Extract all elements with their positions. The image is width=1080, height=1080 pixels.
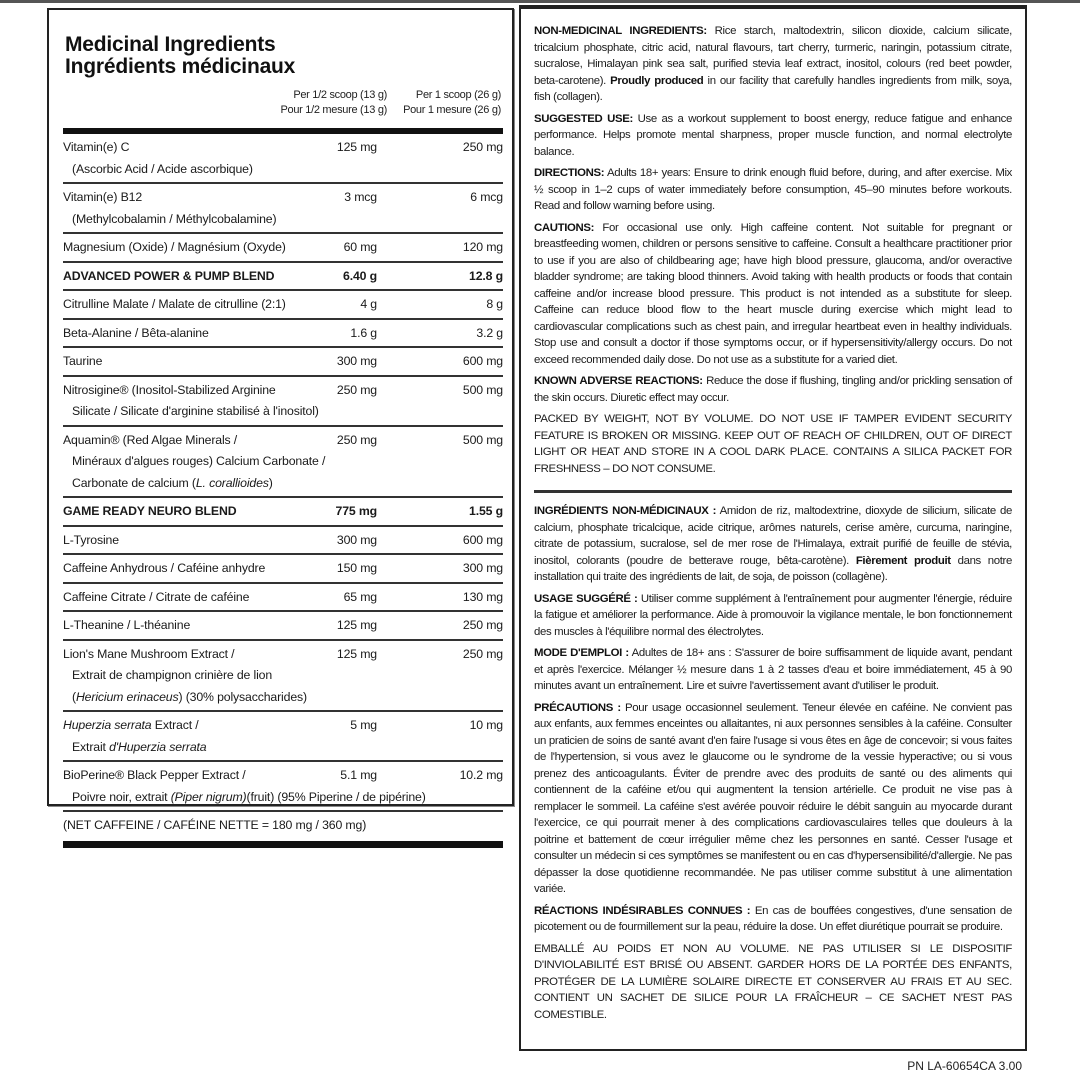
english-text bbox=[534, 23, 1012, 482]
ingredient-detail bbox=[63, 687, 503, 709]
amount-half-scoop: 4 g bbox=[360, 297, 377, 311]
paragraph-text: Pour usage occasionnel seulement. Teneur élevée en caféine. Ne convient pas aux enfants, aux femmes enceintes ou allaitantes, ni aux personnes sensibles à la caféine. Consulter un praticien de soins de santé avant d'en faire l'usage si vous êtes en âge de concevoir; si vous faites de l'hypertension, si vous avez le glaucome ou le syndrome de la vessie hyperactive; ou si vous prenez des anticoagulants. Éviter de prendre avec des produits de santé ou des aliments qui contiennent de la caféine et/ou qui augmentent la tension artérielle. Ce produit ne vise pas à remplacer le sommeil. La caféine s'est avérée pouvoir réduire le débit sanguin au myocarde durant l'exercice, ce qui pourrait mener à des complications cardiovasculaires telles que douleurs à la poitrine et battement de cœur irrégulier même chez les personnes en santé. Cesser l'usage et consulter un médecin si ces symptômes se manifestent ou en cas d'hypersensibilité/d'allergie. Ne pas dépasser la dose quotidienne recommandée. Ne pas utiliser comme substitut à une alimentation variée. bbox=[534, 701, 1012, 895]
text-segment: Aquamin® (Red Algae Minerals / bbox=[63, 432, 238, 447]
amount-full-scoop: 10 mg bbox=[469, 718, 503, 732]
paragraph-heading: USAGE SUGGÉRÉ : bbox=[534, 592, 638, 605]
ingredient-name bbox=[63, 380, 503, 402]
amount-half-scoop: 60 mg bbox=[343, 240, 377, 254]
text-segment: (fruit) (95% Piperine / de pipérine) bbox=[246, 789, 426, 804]
amount-half-scoop: 5 mg bbox=[350, 718, 377, 732]
paragraph-heading: SUGGESTED USE: bbox=[534, 112, 633, 125]
paragraph-heading: Fièrement produit bbox=[855, 554, 951, 567]
text-segment: L-Tyrosine bbox=[63, 532, 119, 547]
amount-full-scoop: 300 mg bbox=[462, 561, 503, 575]
paragraph-text: PACKED BY WEIGHT, NOT BY VOLUME. DO NOT USE IF TAMPER EVIDENT SECURITY FEATURE IS BROKEN OR MISSING. KEEP OUT OF REACH OF CHILDREN, OUT OF DIRECT LIGHT OR HEAT AND STORE IN A COOL DARK PLACE. CONTAINS A SILICA PACKET FOR FRESHNESS – DO NOT CONSUME. bbox=[534, 413, 1012, 475]
text-segment: (NET CAFFEINE / CAFÉINE NETTE = 180 mg / 360 mg) bbox=[63, 818, 367, 832]
text-segment: d'Huperzia serrata bbox=[109, 739, 207, 754]
label-paragraph bbox=[534, 503, 1012, 586]
paragraph-text: En cas de bouffées congestives, d'une sensation de picotement ou de fourmillement sur la peau, réduire la dose. Un effet diurétique pourrait se produire. bbox=[534, 904, 1012, 933]
paragraph-heading: NON-MEDICINAL INGREDIENTS: bbox=[534, 25, 707, 37]
paragraph-text: Reduce the dose if flushing, tingling and/or prickling sensation of the skin occurs. Diuretic effect may occur. bbox=[534, 375, 1012, 404]
label-paragraph bbox=[534, 373, 1012, 406]
text-segment: Extrait bbox=[72, 739, 110, 754]
text-segment: ) bbox=[268, 475, 273, 490]
text-segment: ) (30% polysaccharides) bbox=[178, 689, 307, 704]
ingredient-row bbox=[63, 320, 503, 349]
text-segment: Lion's Mane Mushroom Extract / bbox=[63, 646, 235, 661]
text-segment: Caffeine Anhydrous / Caféine anhydre bbox=[63, 561, 266, 575]
column-header-full-scoop bbox=[403, 88, 501, 117]
ingredient-row bbox=[63, 584, 503, 613]
language-divider bbox=[534, 490, 1012, 493]
ingredient-name bbox=[63, 715, 503, 737]
ingredient-row bbox=[63, 263, 503, 292]
label-paragraph bbox=[534, 165, 1012, 215]
text-segment: Vitamin(e) C bbox=[63, 140, 130, 154]
amount-half-scoop: 300 mg bbox=[336, 532, 377, 547]
label-paragraph bbox=[534, 903, 1012, 936]
ingredient-row bbox=[63, 234, 503, 263]
paragraph-text: Rice starch, maltodextrin, silicon dioxide, calcium silicate, tricalcium phosphate, citric acid, natural flavours, tart cherry, turmeric, naringin, potassium citrate, sucralose, Himalayan pink sea salt, purified stevia leaf extract, inositol, colours (red beet powder, beta-carotene). bbox=[534, 25, 1012, 87]
ingredient-name bbox=[63, 530, 503, 552]
label-paragraph bbox=[534, 591, 1012, 641]
amount-half-scoop: 1.6 g bbox=[350, 325, 377, 340]
text-segment: Minéraux d'algues rouges) Calcium Carbonate / bbox=[72, 454, 326, 468]
text-segment: L. corallioides bbox=[195, 475, 269, 490]
ingredient-name bbox=[63, 587, 503, 609]
ingredient-row bbox=[63, 555, 503, 584]
ingredient-name bbox=[63, 644, 503, 666]
ingredient-detail bbox=[63, 401, 503, 423]
text-segment: Huperzia serrata bbox=[63, 718, 152, 732]
text-segment: Nitrosigine® (Inositol-Stabilized Arginine bbox=[63, 382, 276, 397]
header-fr: Pour 1 mesure (26 g) bbox=[403, 103, 501, 116]
ingredient-name bbox=[63, 558, 503, 580]
paragraph-heading: MODE D'EMPLOI : bbox=[534, 647, 629, 659]
ingredient-row bbox=[63, 348, 503, 377]
ingredient-row bbox=[63, 498, 503, 527]
paragraph-text: Utiliser comme supplément à l'entraînement pour augmenter l'énergie, réduire la fatigue et améliorer la performance. Aide à promouvoir la vigilance mentale, le bon fonctionnement des muscles à l'équilibre normal des électrolytes. bbox=[534, 592, 1012, 638]
ingredient-name bbox=[63, 501, 503, 523]
label-paragraph bbox=[534, 411, 1012, 477]
label-paragraph bbox=[534, 23, 1012, 106]
ingredient-detail bbox=[63, 737, 503, 759]
paragraph-text: EMBALLÉ AU POIDS ET NON AU VOLUME. NE PAS UTILISER SI LE DISPOSITIF D'INVIOLABILITÉ EST BRISÉ OU ABSENT. GARDER HORS DE LA PORTÉE DES ENFANTS, PROTÉGER DE LA LUMIÈRE SOLAIRE DIRECTE ET CONSERVER AU FRAIS ET AU SEC. CONTIENT UN SACHET DE SILICE POUR LA FRAÎCHEUR – CE SACHET N'EST PAS COMESTIBLE. bbox=[534, 942, 1012, 1021]
text-segment: Extract / bbox=[151, 718, 199, 732]
ingredient-name bbox=[63, 266, 503, 288]
ingredient-detail bbox=[63, 451, 503, 473]
ingredient-row bbox=[63, 762, 503, 812]
text-segment: Carbonate de calcium ( bbox=[72, 475, 196, 490]
ingredient-name bbox=[63, 615, 503, 637]
ingredient-row bbox=[63, 134, 503, 184]
paragraph-text: Adultes de 18+ ans : S'assurer de boire suffisamment de liquide avant, pendant et après l'exercice. Mélanger ½ mesure dans 1 à 2 tasses d'eau et boire immédiatement, 45 à 90 minutes avant un entraînement. Lire et suivre l'avertissement avant d'utiliser le produit. bbox=[534, 647, 1012, 692]
text-segment: Hericium erinaceus bbox=[75, 689, 179, 704]
amount-full-scoop: 250 mg bbox=[462, 646, 503, 661]
paragraph-heading: INGRÉDIENTS NON-MÉDICINAUX : bbox=[534, 505, 717, 517]
french-text bbox=[534, 503, 1012, 1028]
label-paragraph bbox=[534, 645, 1012, 695]
text-segment: Caffeine Citrate / Citrate de caféine bbox=[63, 589, 250, 604]
ingredient-name bbox=[63, 430, 503, 452]
label-text-panel bbox=[519, 5, 1027, 1051]
amount-full-scoop: 3.2 g bbox=[476, 325, 503, 340]
text-segment: (Ascorbic Acid / Acide ascorbique) bbox=[72, 161, 253, 176]
label-paragraph bbox=[534, 220, 1012, 369]
panel-title bbox=[65, 34, 295, 78]
paragraph-text: Adults 18+ years: Ensure to drink enough fluid before, during, and after exercise. Mix ½ scoop in 1–2 cups of water immediately before consumption, 45–90 minutes before workouts. Read and follow warning before using. bbox=[534, 167, 1012, 212]
text-segment: Extrait de champignon crinière de lion bbox=[72, 668, 273, 682]
text-segment: GAME READY NEURO BLEND bbox=[63, 504, 237, 518]
label-paragraph bbox=[534, 700, 1012, 898]
ingredient-name bbox=[63, 815, 503, 837]
paragraph-text: Use as a workout supplement to boost energy, reduce fatigue and enhance performance. Helps promote mental sharpness, proper muscle function, and normal electrolyte balance. bbox=[534, 112, 1012, 158]
amount-full-scoop: 12.8 g bbox=[469, 268, 503, 283]
amount-full-scoop: 600 mg bbox=[462, 532, 503, 547]
amount-half-scoop: 6.40 g bbox=[343, 268, 377, 283]
paragraph-heading: RÉACTIONS INDÉSIRABLES CONNUES : bbox=[534, 904, 751, 917]
text-segment: Poivre noir, extrait bbox=[72, 789, 171, 804]
part-number: PN LA-60654CA 3.00 bbox=[907, 1059, 1022, 1073]
text-segment: Silicate / Silicate d'arginine stabilisé à l'inositol) bbox=[72, 404, 319, 418]
ingredient-row bbox=[63, 712, 503, 762]
text-segment: ADVANCED POWER & PUMP BLEND bbox=[63, 268, 275, 283]
amount-full-scoop: 250 mg bbox=[462, 140, 503, 154]
ingredient-detail bbox=[63, 209, 503, 231]
amount-full-scoop: 500 mg bbox=[462, 432, 503, 447]
paragraph-text: dans notre installation qui traite des ingrédients de lait, de soja, de poisson (collagène). bbox=[534, 554, 1012, 583]
amount-half-scoop: 3 mcg bbox=[344, 190, 377, 204]
paragraph-text: Amidon de riz, maltodextrine, dioxyde de silicium, silicate de calcium, phosphate tricalcique, acide citrique, arômes naturels, cerise amère, curcuma, naringine, citrate de potassium, sucralose, sel de mer rose de l'Himalaya, extrait purifié de feuille de stévia, inositol, colorants (poudre de betterave rouge, bêta-carotène). bbox=[534, 505, 1012, 567]
amount-full-scoop: 120 mg bbox=[462, 240, 503, 254]
ingredient-name bbox=[63, 294, 503, 316]
amount-half-scoop: 250 mg bbox=[336, 432, 377, 447]
text-segment: Magnesium (Oxide) / Magnésium (Oxyde) bbox=[63, 240, 286, 254]
amount-full-scoop: 10.2 mg bbox=[459, 768, 503, 782]
paragraph-heading: Proudly produced bbox=[610, 74, 704, 87]
amount-full-scoop: 250 mg bbox=[462, 618, 503, 632]
paragraph-heading: CAUTIONS: bbox=[534, 221, 595, 234]
amount-half-scoop: 250 mg bbox=[336, 382, 377, 397]
ingredient-name bbox=[63, 237, 503, 259]
ingredient-row bbox=[63, 377, 503, 427]
ingredient-detail bbox=[63, 665, 503, 687]
ingredient-row bbox=[63, 291, 503, 320]
header-en: Per 1/2 scoop (13 g) bbox=[293, 89, 387, 101]
text-segment: L-Theanine / L-théanine bbox=[63, 618, 191, 632]
column-header-half-scoop bbox=[280, 88, 387, 117]
text-segment: (Piper nigrum) bbox=[170, 789, 247, 804]
title-french: Ingrédients médicinaux bbox=[65, 55, 296, 78]
paragraph-text: in our facility that carefully handles ingredients from milk, soya, fish (collagen). bbox=[534, 74, 1012, 103]
amount-half-scoop: 775 mg bbox=[335, 504, 377, 518]
ingredient-name bbox=[63, 323, 503, 345]
ingredient-row bbox=[63, 184, 503, 234]
paragraph-heading: KNOWN ADVERSE REACTIONS: bbox=[534, 375, 703, 387]
amount-full-scoop: 130 mg bbox=[462, 589, 503, 604]
ingredient-detail bbox=[63, 159, 503, 181]
ingredients-table bbox=[63, 128, 503, 848]
text-segment: Taurine bbox=[63, 354, 103, 368]
header-en: Per 1 scoop (26 g) bbox=[415, 89, 501, 101]
text-segment: (Methylcobalamin / Méthylcobalamine) bbox=[72, 211, 277, 226]
medicinal-ingredients-panel bbox=[47, 8, 514, 832]
text-segment: Vitamin(e) B12 bbox=[63, 190, 143, 204]
amount-half-scoop: 125 mg bbox=[336, 140, 377, 154]
amount-full-scoop: 600 mg bbox=[462, 354, 503, 368]
label-paragraph bbox=[534, 111, 1012, 161]
amount-half-scoop: 300 mg bbox=[336, 354, 377, 368]
amount-full-scoop: 6 mcg bbox=[470, 190, 503, 204]
ingredient-row bbox=[63, 641, 503, 713]
ingredient-detail bbox=[63, 473, 503, 495]
amount-full-scoop: 8 g bbox=[486, 297, 503, 311]
amount-half-scoop: 125 mg bbox=[336, 646, 377, 661]
text-segment: Beta-Alanine / Bêta-alanine bbox=[63, 325, 209, 340]
amount-half-scoop: 65 mg bbox=[343, 589, 377, 604]
amount-half-scoop: 150 mg bbox=[336, 561, 377, 575]
text-segment: Citrulline Malate / Malate de citrulline (2:1) bbox=[63, 297, 286, 311]
ingredient-name bbox=[63, 351, 503, 373]
ingredient-row bbox=[63, 612, 503, 641]
ingredient-row bbox=[63, 427, 503, 499]
ingredient-name bbox=[63, 765, 503, 787]
amount-full-scoop: 500 mg bbox=[462, 382, 503, 397]
header-fr: Pour 1/2 mesure (13 g) bbox=[280, 103, 387, 116]
table-bottom-bar bbox=[63, 841, 503, 848]
top-rule bbox=[0, 0, 1080, 3]
ingredient-detail bbox=[63, 787, 503, 809]
amount-half-scoop: 5.1 mg bbox=[340, 768, 377, 782]
ingredient-row bbox=[63, 812, 503, 839]
text-segment: ( bbox=[72, 689, 76, 704]
amount-half-scoop: 125 mg bbox=[336, 618, 377, 632]
ingredient-name bbox=[63, 187, 503, 209]
label-paragraph bbox=[534, 941, 1012, 1024]
text-segment: BioPerine® Black Pepper Extract / bbox=[63, 768, 246, 782]
paragraph-heading: PRÉCAUTIONS : bbox=[534, 701, 621, 714]
paragraph-heading: DIRECTIONS: bbox=[534, 167, 605, 179]
paragraph-text: For occasional use only. High caffeine content. Not suitable for pregnant or breastfeeding women, children or persons sensitive to caffeine. Consult a healthcare practitioner prior to use if you are also of childbearing age; have high blood pressure, glaucoma, and/or overactive bladder syndrome; are taking blood thinners. Avoid taking with health products or foods that contain caffeine and/or increase blood pressure. This product is not intended as a substitute for sleep. Caffeine can reduce blood flow to the heart muscle during exercise which might lead to cardiovascular complications such as chest pain, and irregular heartbeat even in healthy individuals. Stop use and consult a doctor if those symptoms occur, or if hypersensitivity/allergy occurs. Do not exceed recommended daily dose. Do not use as a substitute for a varied diet. bbox=[534, 221, 1012, 366]
amount-full-scoop: 1.55 g bbox=[469, 504, 503, 518]
title-english: Medicinal Ingredients bbox=[65, 33, 276, 56]
ingredient-row bbox=[63, 527, 503, 556]
ingredient-name bbox=[63, 137, 503, 159]
